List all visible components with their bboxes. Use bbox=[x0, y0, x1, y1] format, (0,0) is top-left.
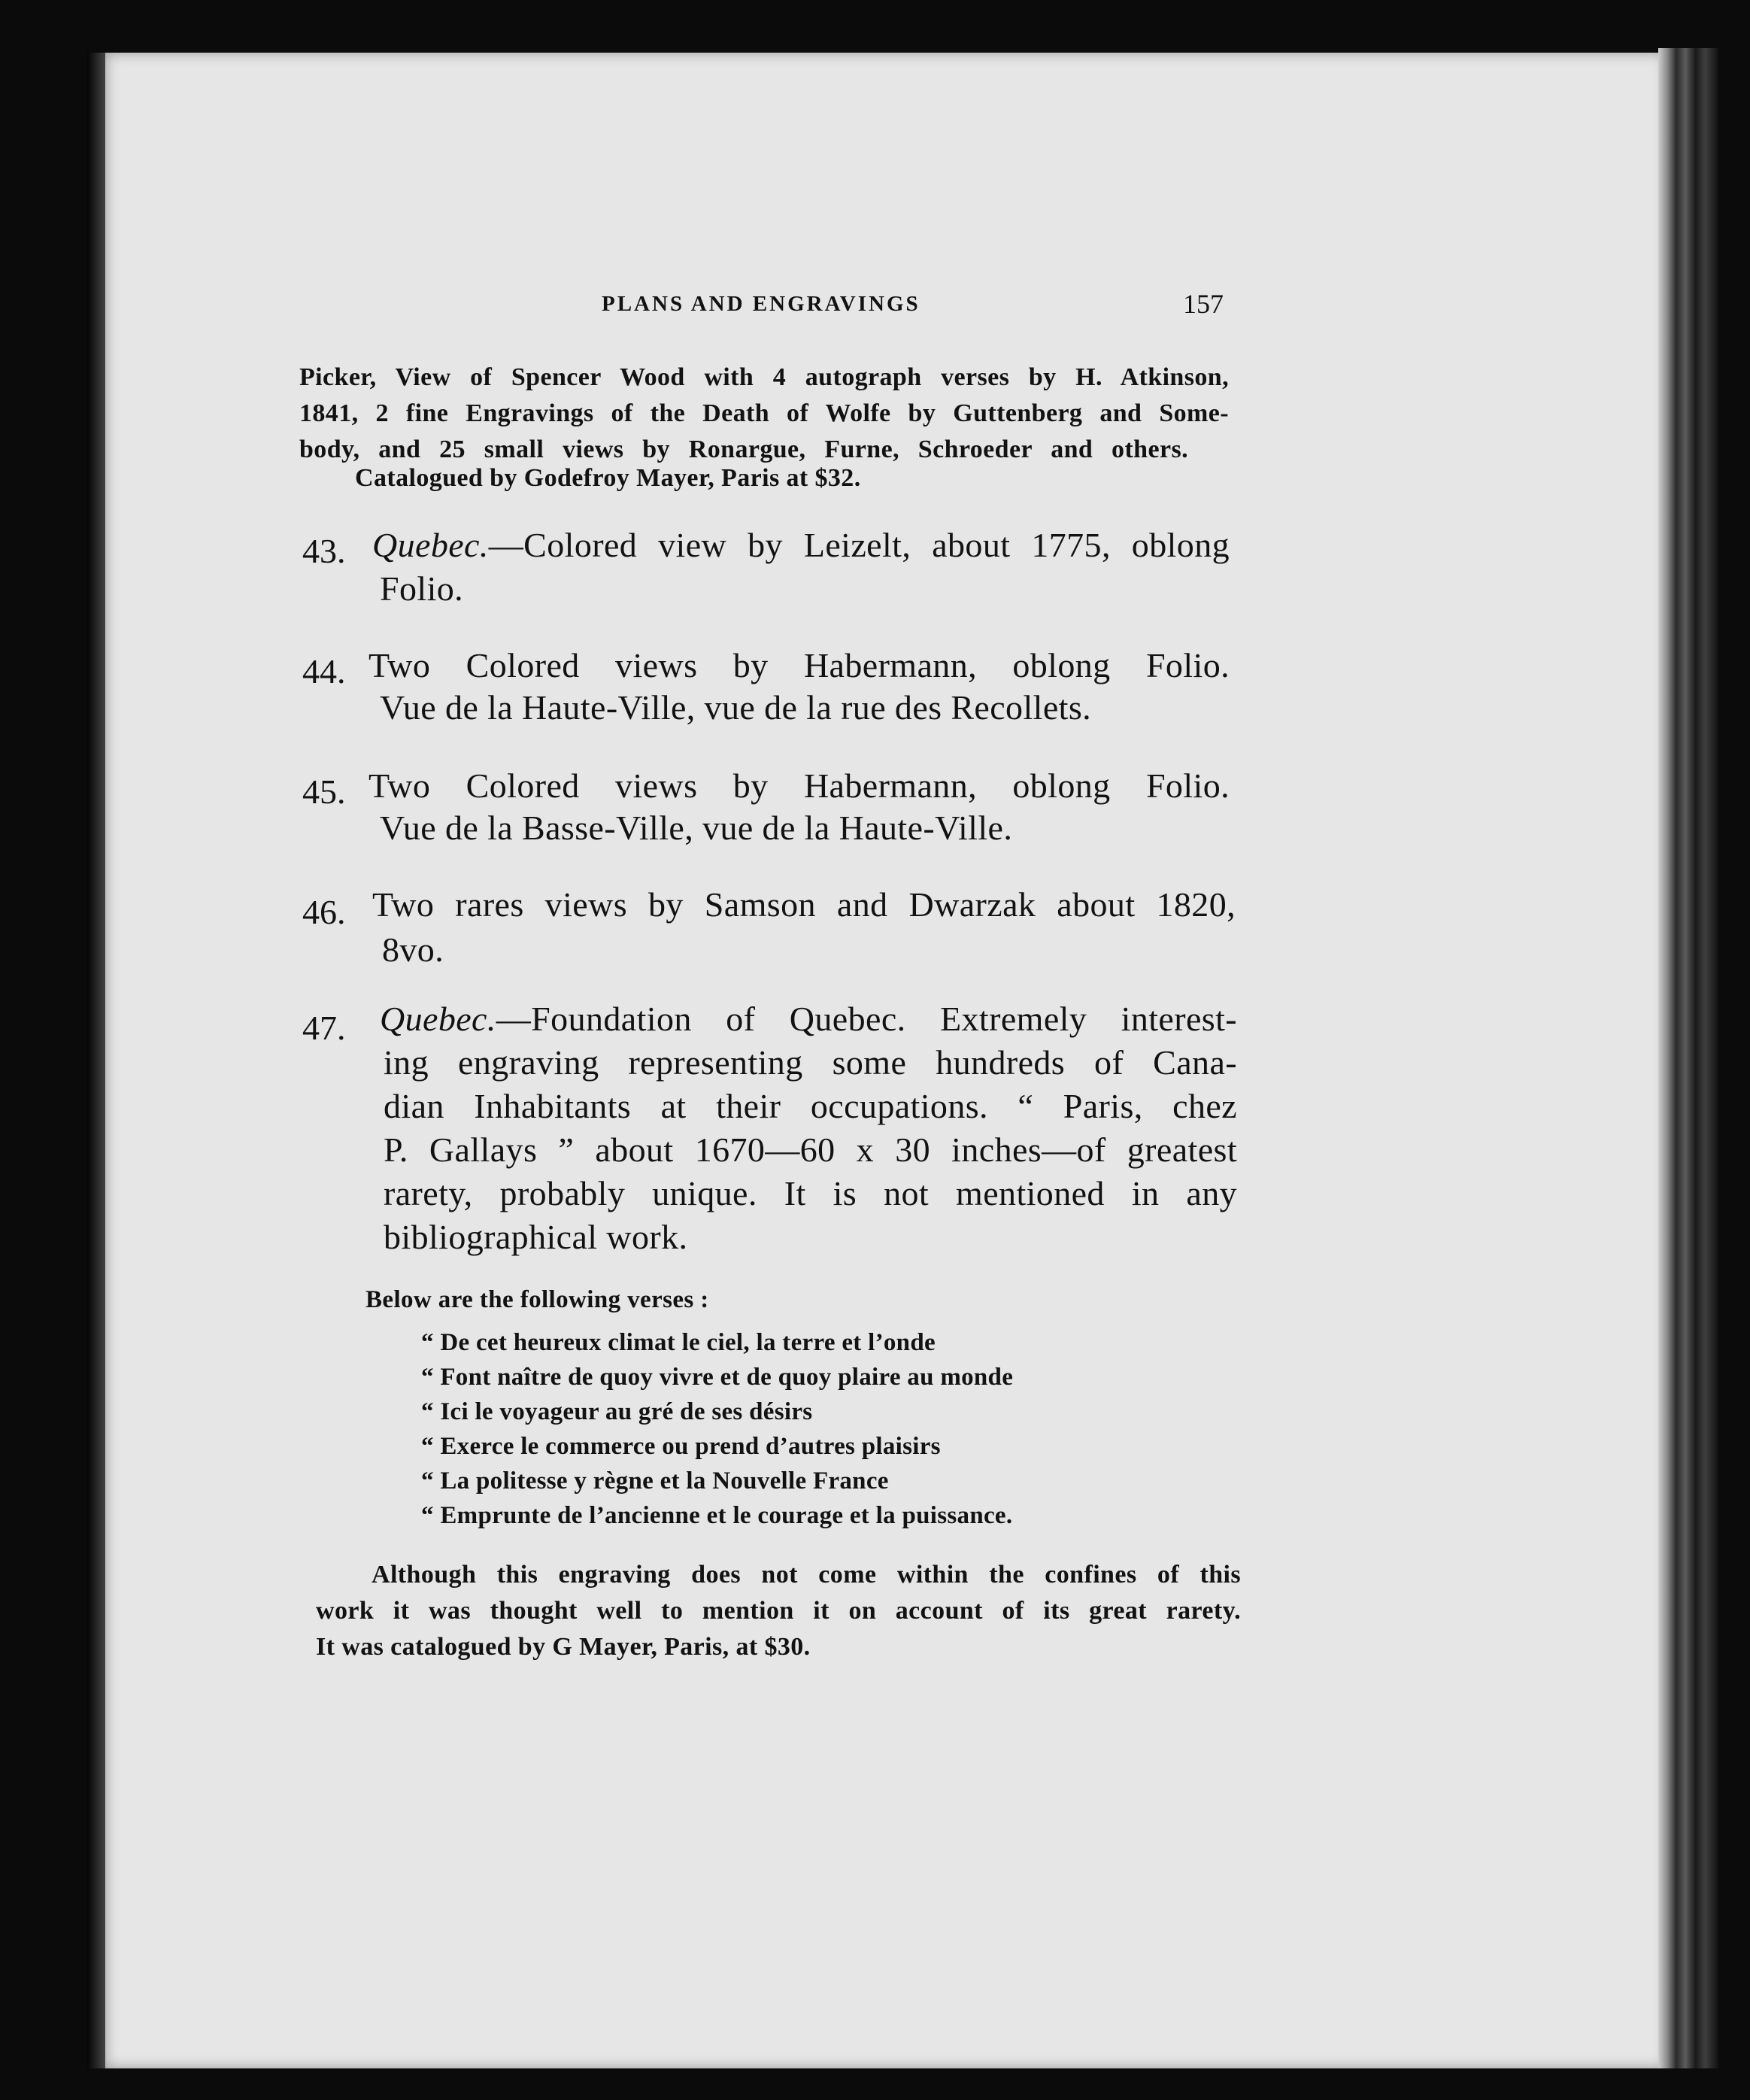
verse-line: “ Emprunte de l’ancienne et le courage et la puissance. bbox=[421, 1502, 1013, 1529]
page-number: 157 bbox=[1183, 289, 1224, 319]
entry-line: 8vo. bbox=[382, 930, 444, 969]
entry-line: Vue de la Haute-Ville, vue de la rue des Recollets. bbox=[380, 688, 1092, 727]
entry-lead: Quebec. bbox=[372, 526, 489, 564]
intro-line-3: body, and 25 small views by Ronargue, Furne, Schroeder and others. bbox=[299, 435, 1188, 463]
entry-line: Two Colored views by Habermann, oblong Folio. bbox=[369, 766, 1230, 805]
entry-line: P. Gallays ” about 1670—60 x 30 inches—of greatest bbox=[384, 1130, 1237, 1169]
verse-line: “ La politesse y règne et la Nouvelle France bbox=[421, 1467, 889, 1495]
verse-line: “ De cet heureux climat le ciel, la terre et l’onde bbox=[421, 1329, 936, 1356]
entry-text: —Colored view by Leizelt, about 1775, oblong bbox=[488, 526, 1230, 564]
entry-line: Two Colored views by Habermann, oblong Folio. bbox=[369, 646, 1230, 684]
entry-line: Vue de la Basse-Ville, vue de la Haute-Ville. bbox=[380, 809, 1013, 847]
closing-line: It was catalogued by G Mayer, Paris, at $30. bbox=[316, 1633, 811, 1661]
intro-line-2: 1841, 2 fine Engravings of the Death of Wolfe by Guttenberg and Some- bbox=[299, 399, 1229, 427]
entry-number: 45. bbox=[302, 772, 346, 811]
entry-line: Folio. bbox=[380, 569, 464, 608]
intro-line-4: Catalogued by Godefroy Mayer, Paris at $32. bbox=[355, 464, 861, 492]
verse-line: “ Exerce le commerce ou prend d’autres plaisirs bbox=[421, 1433, 941, 1460]
closing-line: work it was thought well to mention it on account of its great rarety. bbox=[316, 1597, 1241, 1625]
entry-number: 44. bbox=[302, 652, 346, 690]
page-stack-edge bbox=[1658, 48, 1718, 2068]
verses-intro: Below are the following verses : bbox=[365, 1286, 709, 1313]
entry-line: rarety, probably unique. It is not mentioned in any bbox=[384, 1174, 1237, 1212]
entry-number: 46. bbox=[302, 893, 346, 931]
verse-line: “ Font naître de quoy vivre et de quoy plaire au monde bbox=[421, 1364, 1014, 1391]
entry-number: 43. bbox=[302, 532, 346, 570]
left-binding-edge bbox=[87, 53, 107, 2068]
entry-lead: Quebec. bbox=[380, 1000, 496, 1038]
verse-line: “ Ici le voyageur au gré de ses désirs bbox=[421, 1398, 813, 1425]
entry-line: bibliographical work. bbox=[384, 1218, 688, 1256]
entry-line: ing engraving representing some hundreds of Cana- bbox=[384, 1043, 1237, 1082]
entry-line: Two rares views by Samson and Dwarzak about 1820, bbox=[372, 885, 1236, 924]
entry-line: dian Inhabitants at their occupations. “ Paris, chez bbox=[384, 1087, 1237, 1125]
entry-number: 47. bbox=[302, 1009, 346, 1047]
entry-text: —Foundation of Quebec. Extremely interest- bbox=[496, 1000, 1237, 1038]
entry-line bbox=[372, 523, 1230, 567]
running-title: PLANS AND ENGRAVINGS bbox=[602, 292, 920, 316]
closing-line: Although this engraving does not come within the confines of this bbox=[372, 1561, 1241, 1589]
intro-line-1: Picker, View of Spencer Wood with 4 autograph verses by H. Atkinson, bbox=[299, 363, 1229, 391]
entry-line bbox=[380, 997, 1237, 1041]
